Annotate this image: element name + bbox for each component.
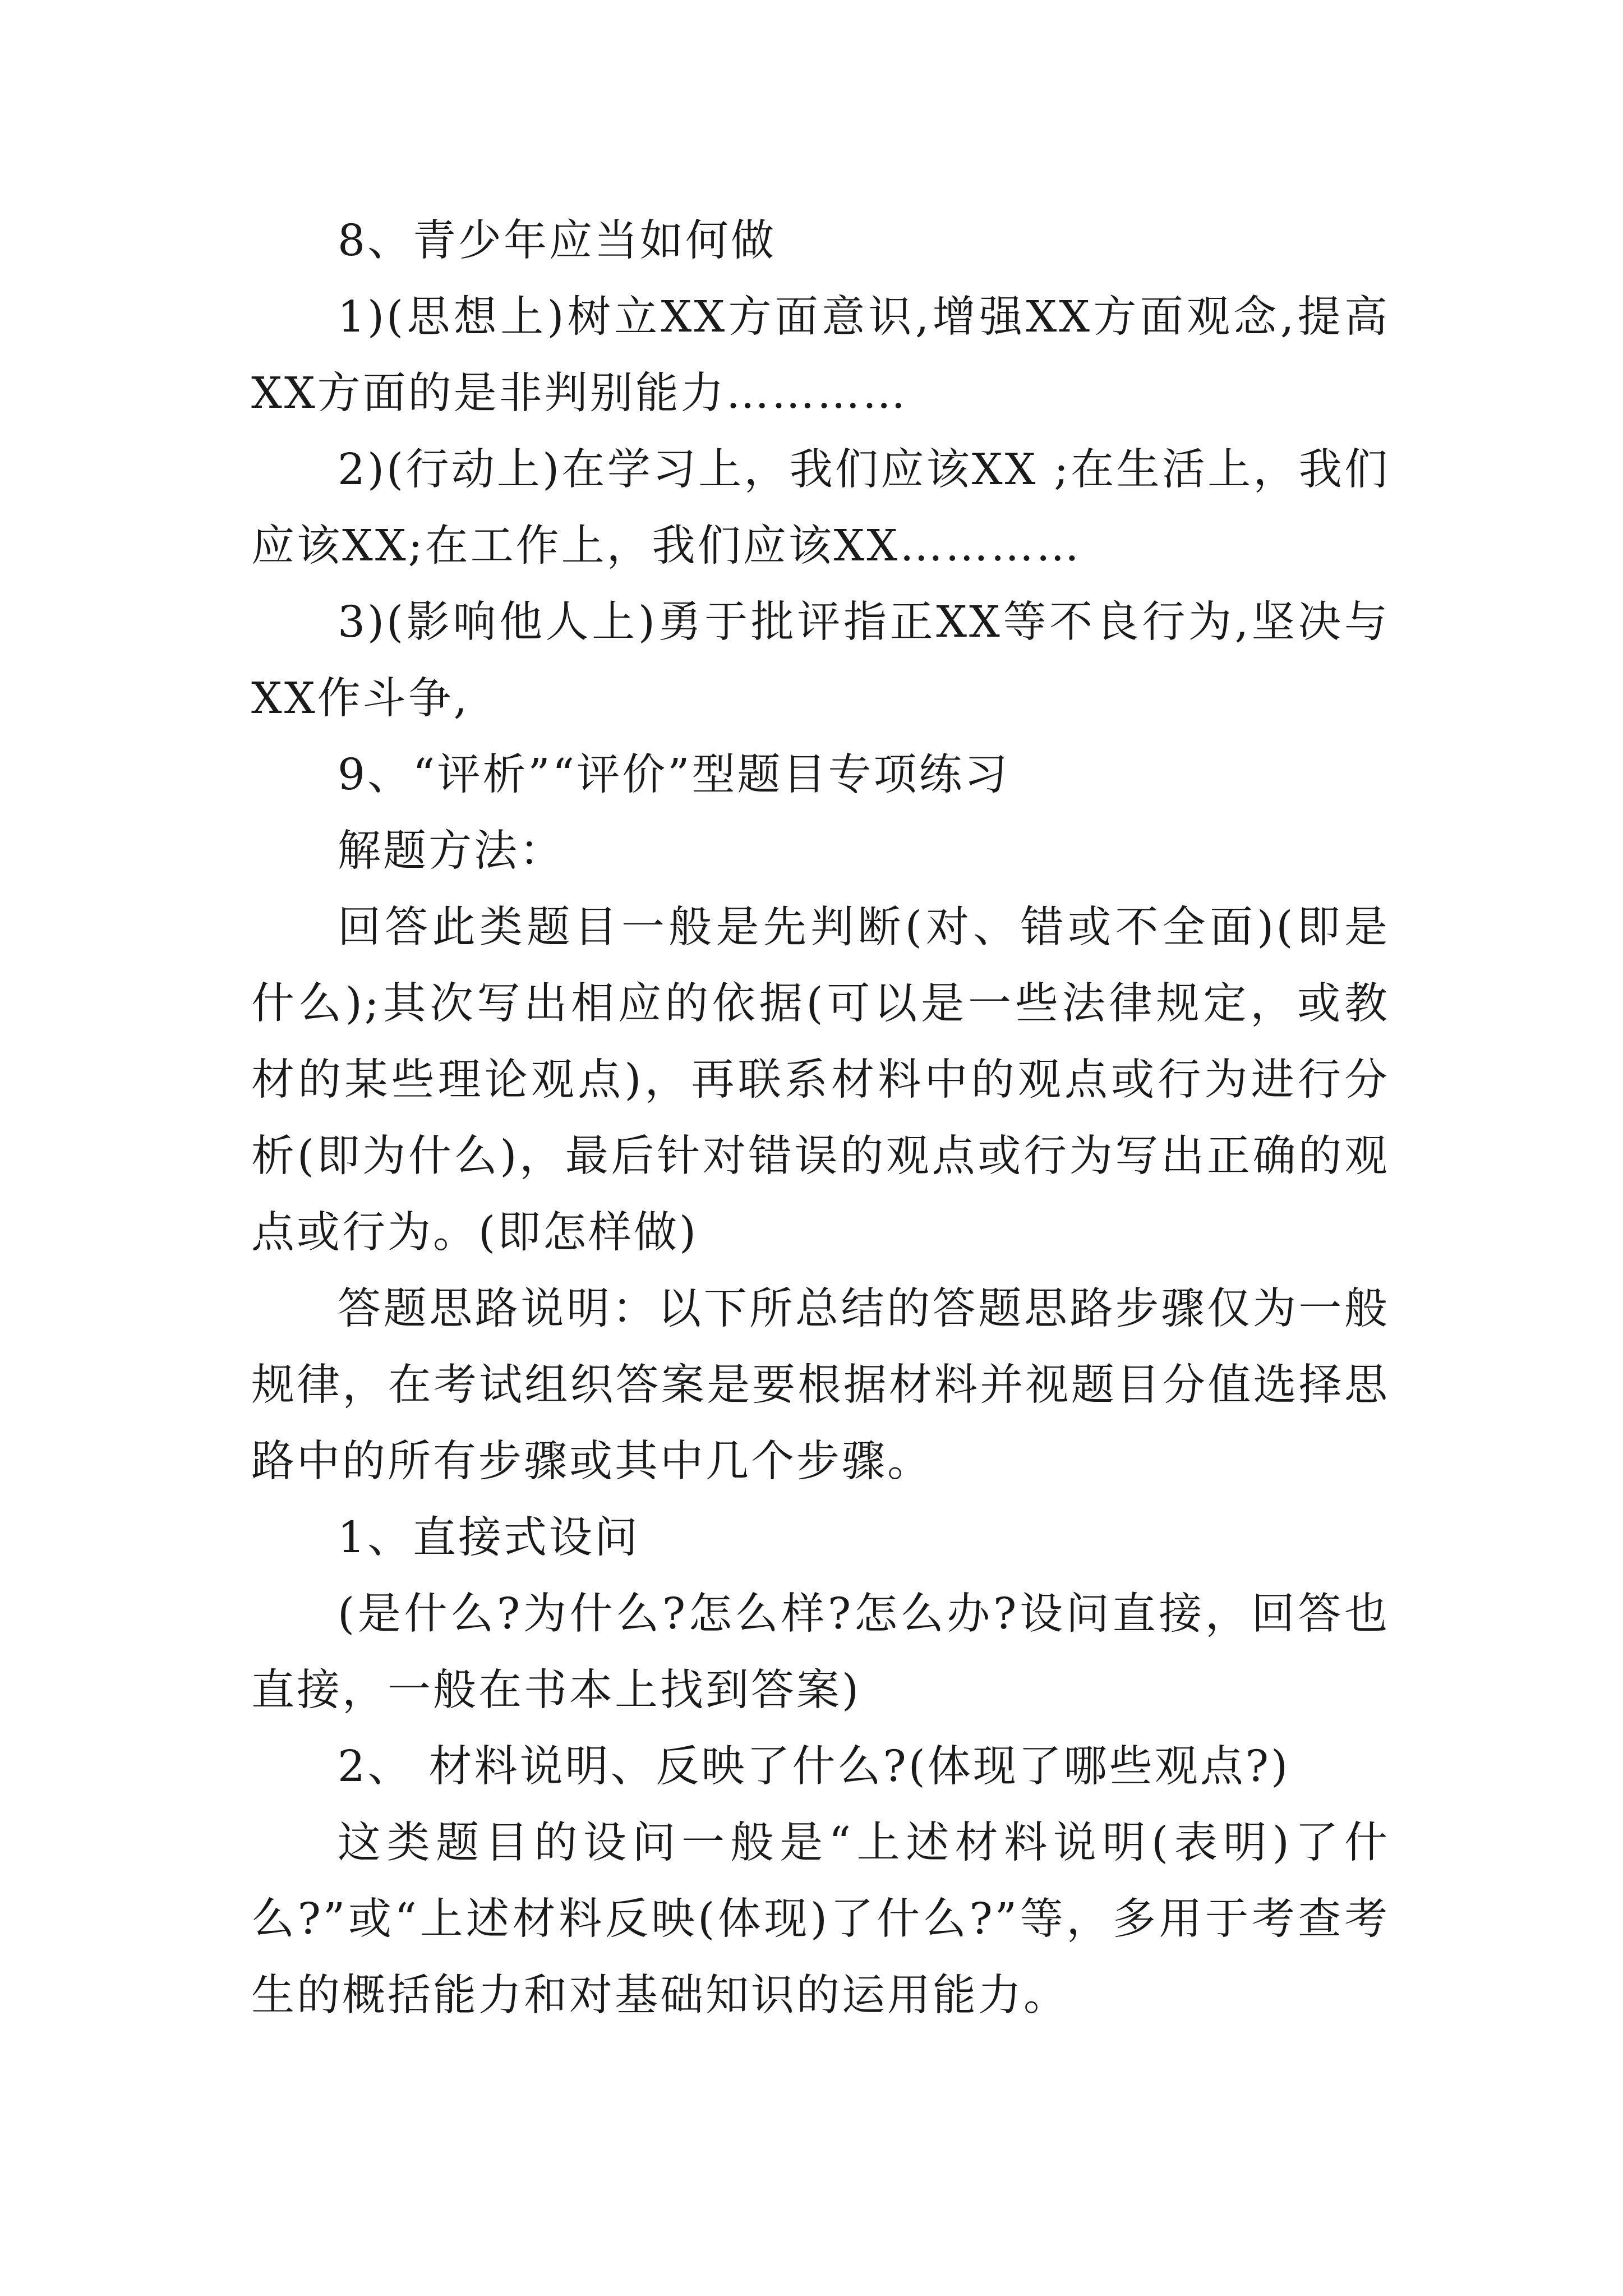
paragraph-approach-note: 答题思路说明：以下所总结的答题思路步骤仅为一般规律，在考试组织答案是要根据材料并视题目分值选择思路中的所有步骤或其中几个步骤。 (251, 1284, 1390, 1487)
paragraph-method-title: 解题方法： (338, 826, 565, 876)
paragraph-heading-9: 9、“评析”“评价”型题目专项练习 (338, 750, 1010, 800)
document-body (251, 203, 1390, 2034)
paragraph-item-2: 2)(行动上)在学习上，我们应该XX ;在生活上，我们应该XX;在工作上，我们应该XX………… (251, 445, 1390, 571)
paragraph-item-1: 1)(思想上)树立XX方面意识,增强XX方面观念,提高XX方面的是非判别能力………… (251, 292, 1390, 418)
paragraph-item-3: 3)(影响他人上)勇于批评指正XX等不良行为,坚决与XX作斗争, (251, 597, 1390, 724)
paragraph-subheading-1: 1、直接式设问 (338, 1513, 640, 1563)
paragraph-subheading-1-body: (是什么?为什么?怎么样?怎么办?设问直接，回答也直接，一般在书本上找到答案) (251, 1589, 1390, 1715)
paragraph-method-body: 回答此类题目一般是先判断(对、错或不全面)(即是什么);其次写出相应的依据(可以是一些法律规定，或教材的某些理论观点)，再联系材料中的观点或行为进行分析(即为什么)，最后针对错误的观点或行为写出正确的观点或行为。(即怎样做) (251, 903, 1390, 1258)
paragraph-heading-8: 8、青少年应当如何做 (338, 216, 776, 266)
paragraph-subheading-2-body: 这类题目的设问一般是“上述材料说明(表明)了什么?”或“上述材料反映(体现)了什么?”等，多用于考查考生的概括能力和对基础知识的运用能力。 (251, 1818, 1390, 2021)
paragraph-subheading-2: 2、 材料说明、反映了什么?(体现了哪些观点?) (338, 1742, 1290, 1792)
